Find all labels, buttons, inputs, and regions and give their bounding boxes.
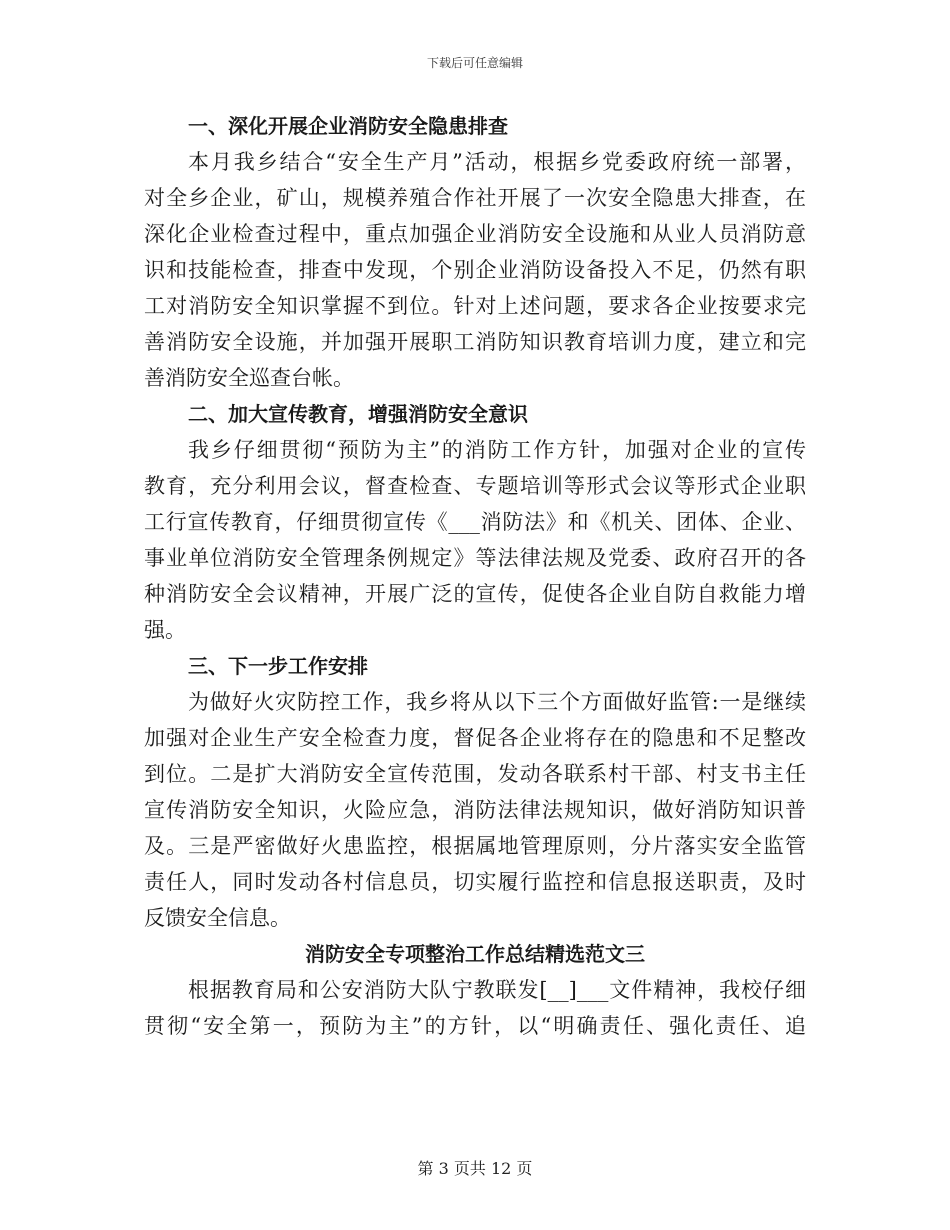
paragraph-line: 贯彻“安全第一，预防为主”的方针，以“明确责任、强化责任、追	[144, 1014, 806, 1038]
page-header: 下载后可任意编辑	[426, 56, 523, 70]
paragraph-line: 及。三是严密做好火患监控，根据属地管理原则，分片落实安全监管	[144, 834, 806, 858]
paragraph-line: 强。	[144, 618, 186, 642]
article-title: 消防安全专项整治工作总结精选范文三	[305, 942, 645, 966]
paragraph-line: 识和技能检查，排查中发现，个别企业消防设备投入不足，仍然有职	[144, 258, 806, 282]
paragraph-line: 宣传消防安全知识，火险应急，消防法律法规知识，做好消防知识普	[144, 798, 806, 822]
paragraph-line: 为做好火灾防控工作，我乡将从以下三个方面做好监管:一是继续	[188, 690, 806, 714]
paragraph-line: 对全乡企业，矿山，规模养殖合作社开展了一次安全隐患大排查，在	[144, 186, 806, 210]
paragraph-line: 教育，充分利用会议，督查检查、专题培训等形式会议等形式企业职	[144, 474, 806, 498]
paragraph-line: 加强对企业生产安全检查力度，督促各企业将存在的隐患和不足整改	[144, 726, 806, 750]
section-heading: 一、深化开展企业消防安全隐患排查	[188, 114, 508, 138]
paragraph-line: 种消防安全会议精神，开展广泛的宣传，促使各企业自防自救能力增	[144, 582, 806, 606]
paragraph-line: 工对消防安全知识掌握不到位。针对上述问题，要求各企业按要求完	[144, 294, 806, 318]
page-number: 第 3 页共 12 页	[417, 1159, 533, 1178]
paragraph-line: 事业单位消防安全管理条例规定》等法律法规及党委、政府召开的各	[144, 546, 806, 570]
paragraph-line: 根据教育局和公安消防大队宁教联发[__]___文件精神，我校仔细	[188, 978, 806, 1002]
paragraph-line: 深化企业检查过程中，重点加强企业消防安全设施和从业人员消防意	[144, 222, 806, 246]
paragraph-line: 工行宣传教育，仔细贯彻宣传《___消防法》和《机关、团体、企业、	[144, 510, 806, 534]
document-body	[144, 108, 806, 1044]
section-heading: 三、下一步工作安排	[188, 654, 368, 678]
paragraph-line: 我乡仔细贯彻“预防为主”的消防工作方针，加强对企业的宣传	[188, 438, 806, 462]
paragraph-line: 善消防安全巡查台帐。	[144, 366, 354, 390]
paragraph-line: 本月我乡结合“安全生产月”活动，根据乡党委政府统一部署，	[188, 150, 806, 174]
paragraph-line: 反馈安全信息。	[144, 906, 291, 930]
paragraph-line: 善消防安全设施，并加强开展职工消防知识教育培训力度，建立和完	[144, 330, 806, 354]
paragraph-line: 责任人，同时发动各村信息员，切实履行监控和信息报送职责，及时	[144, 870, 806, 894]
paragraph-line: 到位。二是扩大消防安全宣传范围，发动各联系村干部、村支书主任	[144, 762, 806, 786]
section-heading: 二、加大宣传教育，增强消防安全意识	[188, 402, 528, 426]
